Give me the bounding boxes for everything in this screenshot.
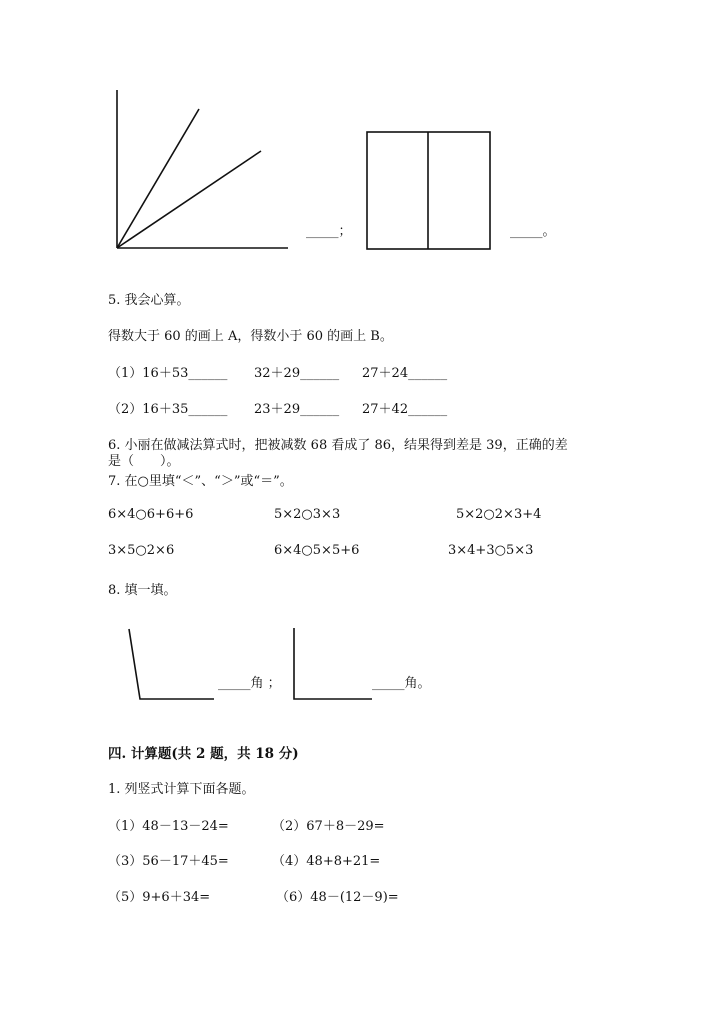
calc-item-4: （4）48+8+21=	[272, 854, 381, 869]
right-angle-figure	[288, 624, 378, 704]
q5-row2-item2: 23＋29______	[254, 402, 340, 417]
q6-line1: 6. 小丽在做减法算式时，把被减数 68 看成了 86，结果得到差是 39，正确的差	[108, 438, 568, 453]
calc-item-5: （5）9+6＋34=	[108, 890, 211, 905]
q7-row1-item3: 5×2○2×3+4	[456, 507, 542, 522]
q7-title: 7. 在○里填“＜”、“＞”或“＝”。	[108, 474, 293, 489]
calc-item-3: （3）56－17＋45=	[108, 854, 229, 869]
calc-item-1: （1）48－13－24=	[108, 819, 229, 834]
split-rectangle-figure	[362, 128, 496, 254]
figure-blank-2: _____。	[510, 224, 556, 239]
calc-item-6: （6）48－(12－9)=	[276, 890, 399, 905]
q7-row1-item1: 6×4○6+6+6	[108, 507, 194, 522]
obtuse-angle-figure	[124, 624, 220, 704]
q8-title: 8. 填一填。	[108, 583, 177, 598]
section4-heading: 四. 计算题(共 2 题，共 18 分)	[108, 746, 299, 762]
q7-row2-item1: 3×5○2×6	[108, 543, 175, 558]
q5-instruction: 得数大于 60 的画上 A，得数小于 60 的画上 B。	[108, 329, 393, 344]
q5-row1-item3: 27＋24______	[362, 366, 448, 381]
calc-item-2: （2）67＋8－29=	[272, 819, 385, 834]
angle-rays-figure	[110, 85, 300, 255]
section4-q1-title: 1. 列竖式计算下面各题。	[108, 782, 255, 797]
q5-row1-item1: （1）16＋53______	[108, 366, 228, 381]
q8-blank-2: _____角。	[372, 676, 431, 691]
q5-row2-item3: 27＋42______	[362, 402, 448, 417]
q5-row2-item1: （2）16＋35______	[108, 402, 228, 417]
q5-title: 5. 我会心算。	[108, 293, 190, 308]
q6-line2: 是（ ）。	[108, 454, 180, 469]
figure-blank-1: _____；	[306, 224, 352, 239]
q7-row1-item2: 5×2○3×3	[274, 507, 341, 522]
q7-row2-item2: 6×4○5×5+6	[274, 543, 360, 558]
q7-row2-item3: 3×4+3○5×3	[448, 543, 534, 558]
q5-row1-item2: 32＋29______	[254, 366, 340, 381]
q8-blank-1: _____角 ；	[218, 676, 281, 691]
